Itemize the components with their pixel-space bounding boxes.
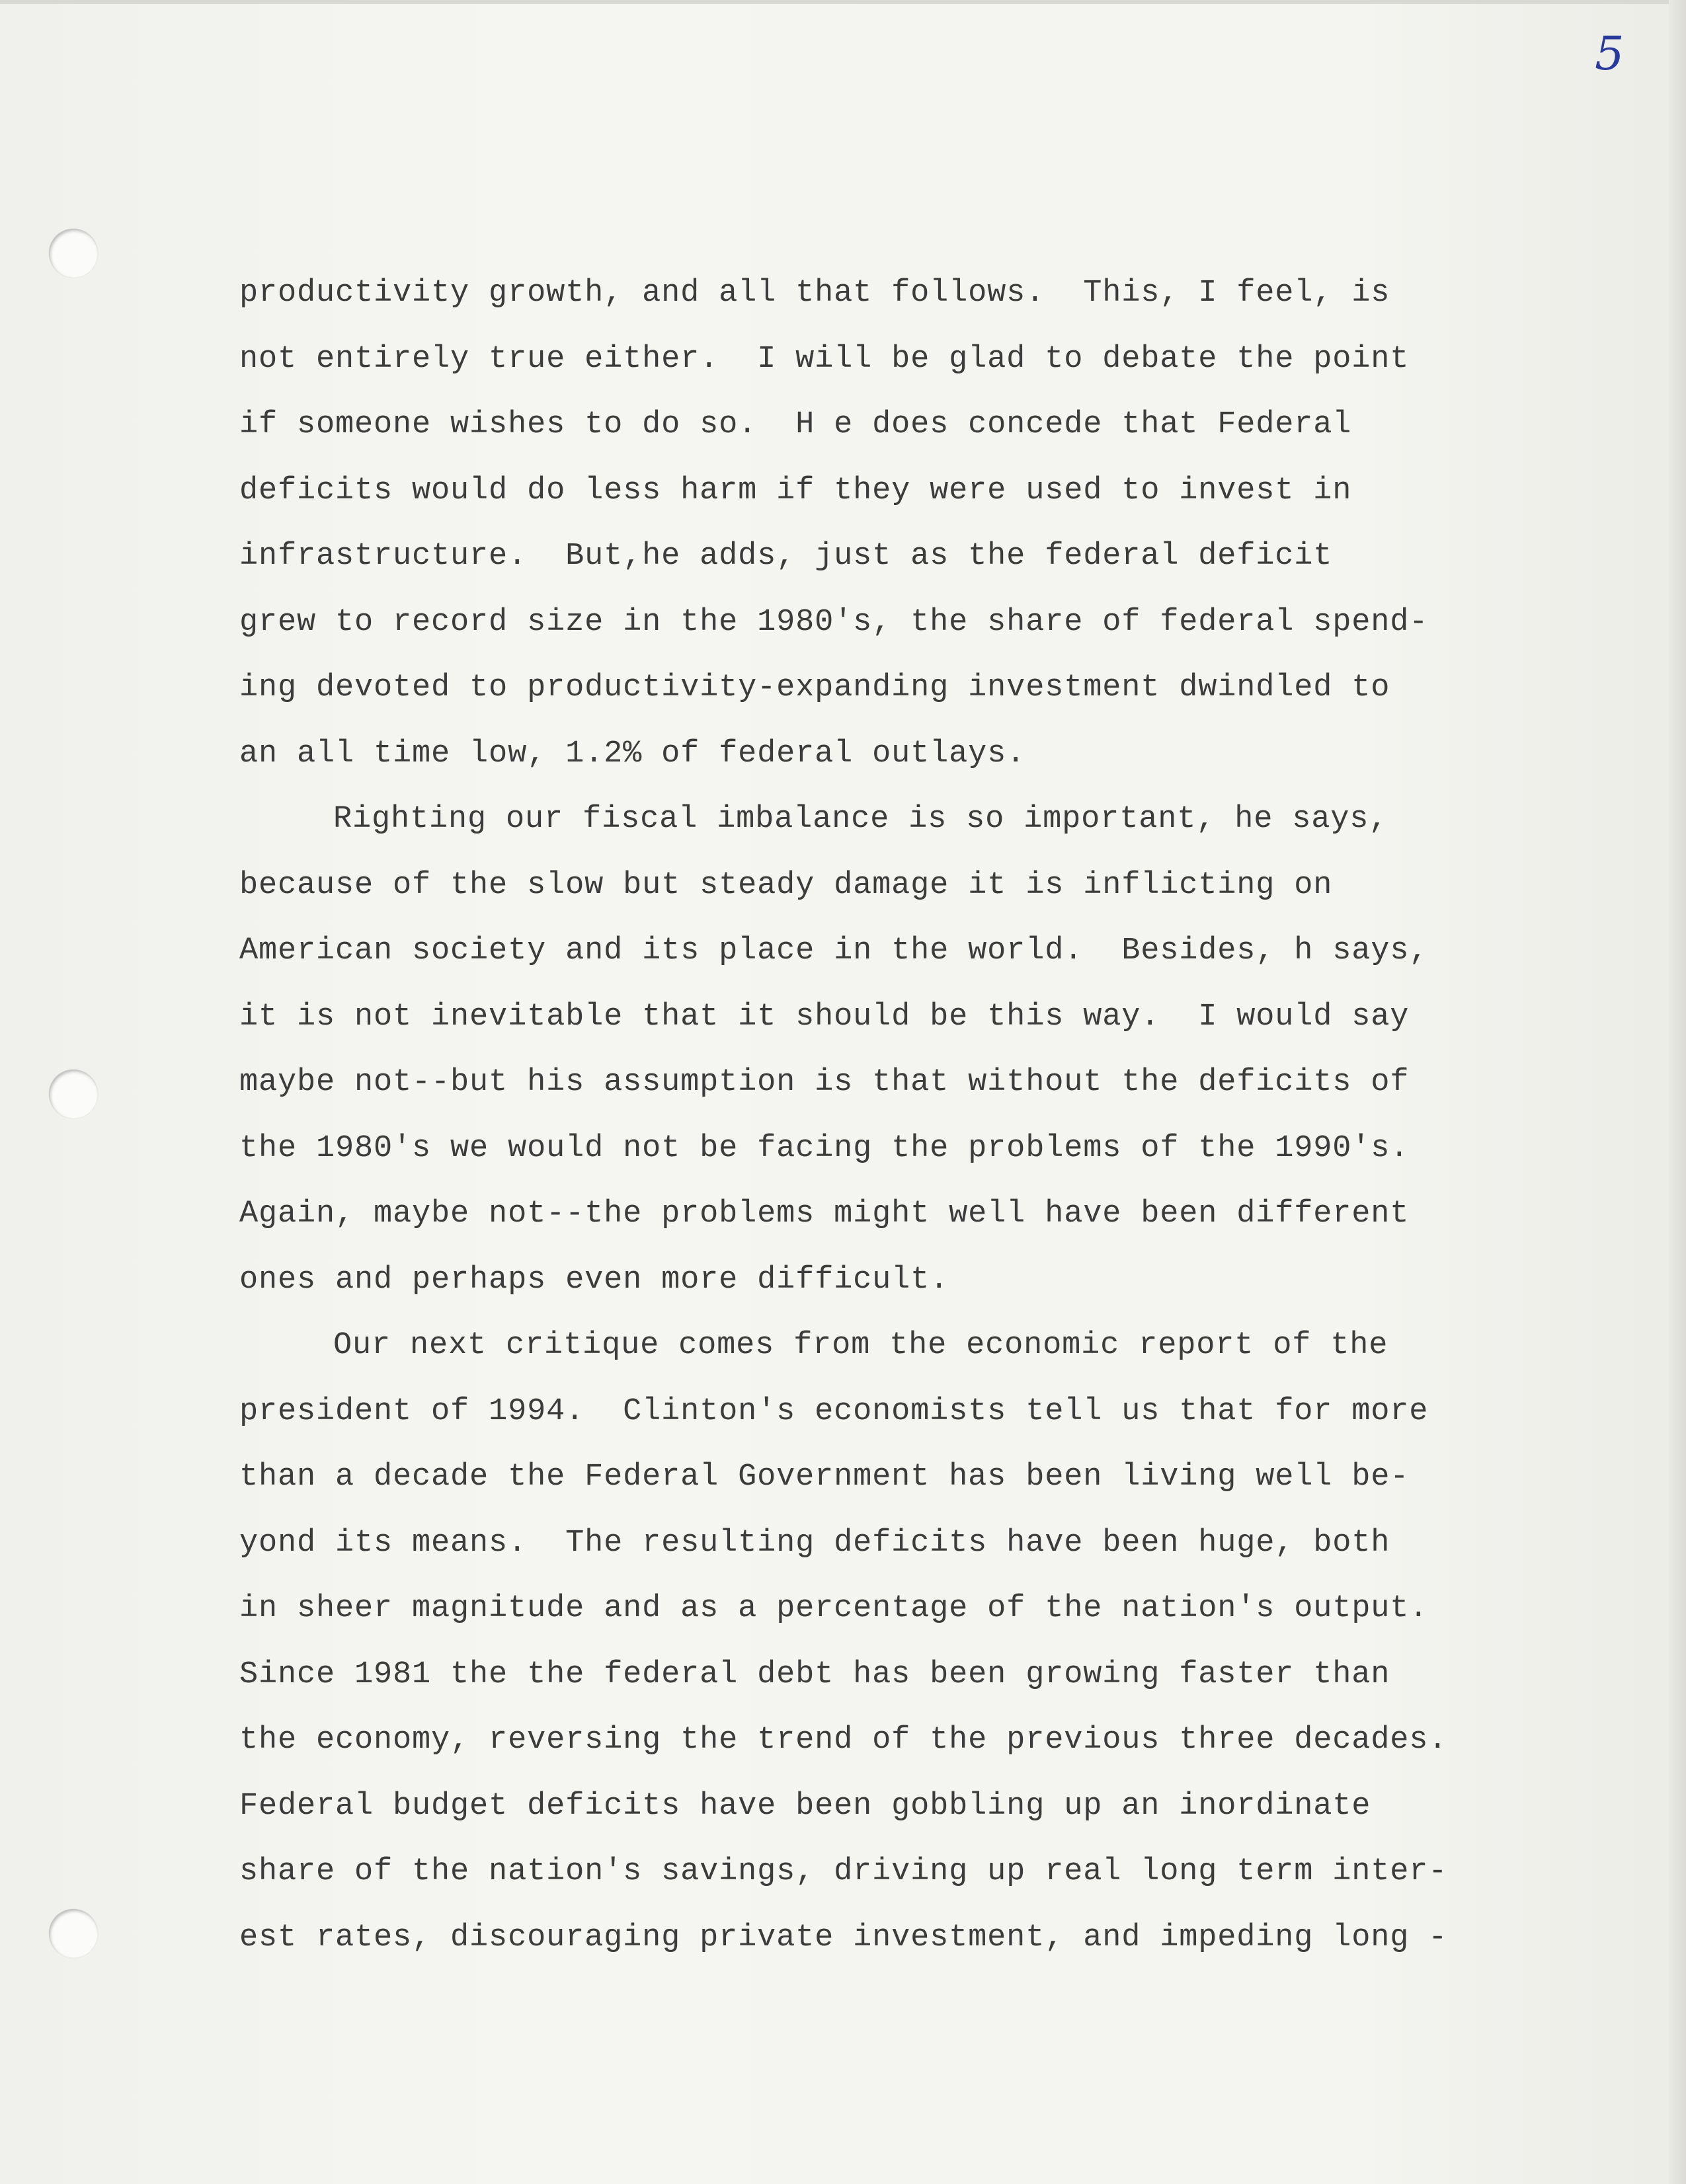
text-line: ones and perhaps even more difficult.: [239, 1262, 949, 1298]
text-line: president of 1994. Clinton's economists tell us that for more: [239, 1393, 1429, 1429]
text-line: the economy, reversing the trend of the previous three decades.: [239, 1723, 1448, 1758]
text-line: an all time low, 1.2% of federal outlays.: [239, 736, 1026, 771]
paper-right-edge: [1669, 0, 1686, 2184]
paragraph-start-line: Righting our fiscal imbalance is so important, he says,: [333, 802, 1388, 837]
text-line: than a decade the Federal Government has been living well be-: [239, 1460, 1410, 1495]
text-line: grew to record size in the 1980's, the share of federal spend-: [239, 604, 1429, 640]
paragraph-start-line: Our next critique comes from the economic report of the: [333, 1328, 1388, 1363]
punch-hole-top: [49, 229, 98, 278]
text-line: ing devoted to productivity-expanding investment dwindled to: [239, 670, 1390, 705]
text-line: American society and its place in the world. Besides, h says,: [239, 933, 1429, 968]
text-line: maybe not--but his assumption is that without the deficits of: [239, 1065, 1410, 1100]
text-line: yond its means. The resulting deficits have been huge, both: [239, 1525, 1390, 1561]
text-line: Since 1981 the the federal debt has been growing faster than: [239, 1657, 1390, 1692]
text-line: the 1980's we would not be facing the problems of the 1990's.: [239, 1130, 1410, 1166]
text-line: because of the slow but steady damage it is inflicting on: [239, 867, 1333, 903]
text-line: not entirely true either. I will be glad to debate the point: [239, 341, 1410, 377]
text-line: Federal budget deficits have been gobbling up an inordinate: [239, 1788, 1371, 1824]
text-line: est rates, discouraging private investment, and impeding long -: [239, 1920, 1448, 1955]
paper-top-edge: [0, 0, 1686, 4]
text-line: if someone wishes to do so. H e does concede that Federal: [239, 407, 1352, 442]
text-line: in sheer magnitude and as a percentage of the nation's output.: [239, 1591, 1429, 1626]
text-line: share of the nation's savings, driving up real long term inter-: [239, 1854, 1448, 1889]
typed-body-text: [239, 260, 1515, 1970]
text-line: it is not inevitable that it should be this way. I would say: [239, 999, 1410, 1034]
punch-hole-bottom: [49, 1909, 98, 1958]
text-line: Again, maybe not--the problems might well have been different: [239, 1196, 1410, 1231]
text-line: productivity growth, and all that follows. This, I feel, is: [239, 276, 1390, 311]
text-line: infrastructure. But,he adds, just as the federal deficit: [239, 539, 1333, 574]
punch-hole-middle: [49, 1070, 98, 1118]
handwritten-page-number: 5: [1595, 26, 1625, 81]
text-line: deficits would do less harm if they were used to invest in: [239, 473, 1352, 508]
